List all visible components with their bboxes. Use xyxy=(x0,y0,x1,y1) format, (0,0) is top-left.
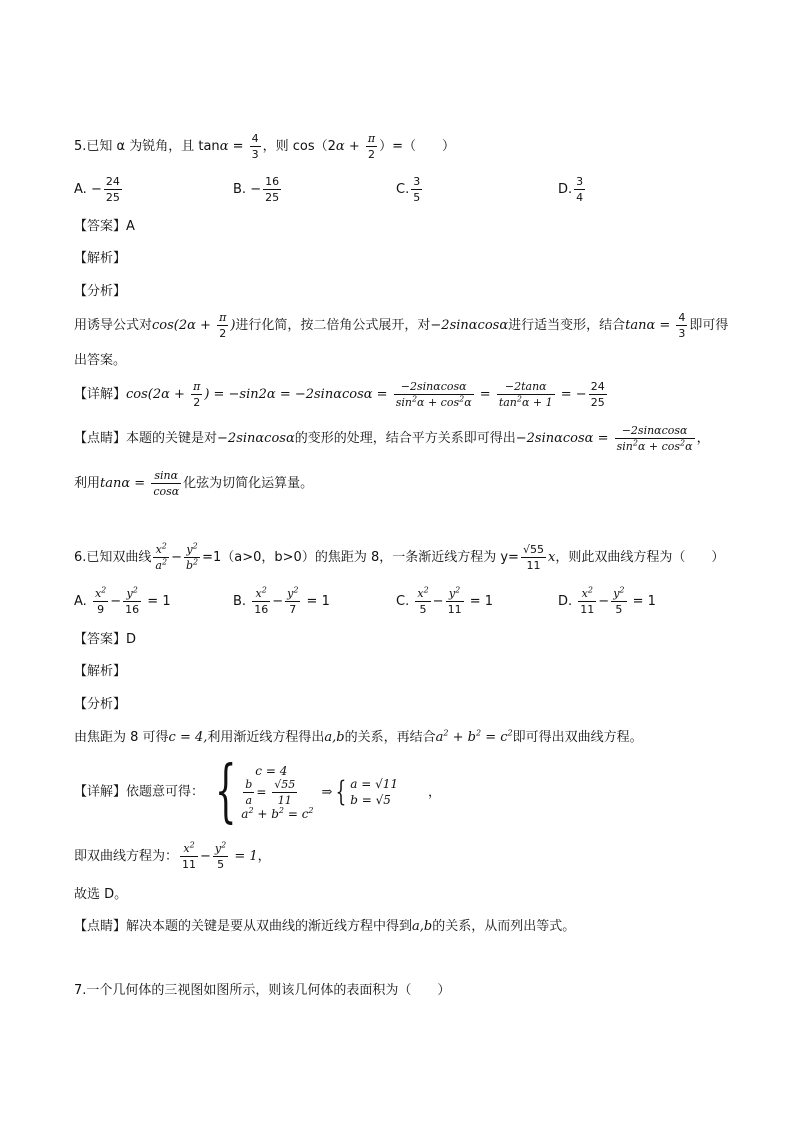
q6-option-a[interactable]: A. $\frac{x^2}{9}$ − $\frac{y^2}{16}$ = 1 xyxy=(74,585,171,616)
q6-option-c[interactable]: C. $\frac{x^2}{5}$ − $\frac{y^2}{11}$ = 1 xyxy=(396,585,494,616)
q6-detail: 【详解】依题意可得： { c = 4 $\frac{b}{a}$ = $\frac{√55}{11}$ $a^2 + b^2 = c^2$ ⇒ { a = √11 b = √5 ， xyxy=(74,752,442,831)
q5-fenxi-heading: 【分析】 xyxy=(74,284,127,299)
q6-option-d[interactable]: D. $\frac{x^2}{11}$ − $\frac{y^2}{5}$ = 1 xyxy=(558,585,656,616)
q7-stem: 7.一个几何体的三视图如图所示，则该几何体的表面积为（ ） xyxy=(74,983,451,998)
q5-option-b[interactable]: B. − $\frac{16}{25}$ xyxy=(233,175,280,204)
q6-choose: 故选 D。 xyxy=(74,887,128,902)
q5-option-c[interactable]: C. $\frac{3}{5}$ xyxy=(396,175,421,204)
q5-stem-frac: $\frac{4}{3}$ xyxy=(251,132,259,161)
q6-stem: 6.已知双曲线 $\frac{x^2}{a^2}$ − $\frac{y^2}{b^2}$ =1（a>0，b>0）的焦距为 8，一条渐近线方程为 y= $\frac{√55}{11}$ x，则此双曲线方程为（ ） xyxy=(74,541,725,572)
q6-result: 即双曲线方程为： $\frac{x^2}{11}$ − $\frac{y^2}{5}$ = 1， xyxy=(74,840,271,871)
q5-option-d[interactable]: D. $\frac{3}{4}$ xyxy=(558,175,584,204)
q5-option-a[interactable]: A. − $\frac{24}{25}$ xyxy=(74,175,120,204)
q5-fenxi-line1: 用诱导公式对cos(2α + $\frac{\pi}{2}$ )进行化简，按二倍角公式展开，对−2sinαcosα进行适当变形，结合tanα = $\frac{4}{3}$ 即可得 xyxy=(74,311,729,340)
q5-detail: 【详解】cos(2α + $\frac{\pi}{2}$ ) = −sin2α = −2sinαcosα = $\frac{-2\sin\alpha\cos\alpha}{\sin^2\alpha + \cos^2\alpha}$ = $\frac{-2\tan\alpha}{\tan^2\alpha + 1}$ = − $\frac{24}{25}$ xyxy=(74,380,605,409)
q5-stem-pi-frac: $\frac{\pi}{2}$ xyxy=(367,132,376,161)
q6-dianjing: 【点睛】解决本题的关键是要从双曲线的渐近线方程中得到a,b的关系，从而列出等式。 xyxy=(74,919,576,934)
q6-answer: 【答案】D xyxy=(74,632,137,647)
q6-option-b[interactable]: B. $\frac{x^2}{16}$ − $\frac{y^2}{7}$ = 1 xyxy=(233,585,330,616)
q6-fenxi-heading: 【分析】 xyxy=(74,697,127,712)
q5-answer: 【答案】A xyxy=(74,219,135,234)
q5-dianjing-line2: 利用tanα = $\frac{\sin\alpha}{\cos\alpha}$ 化弦为切简化运算量。 xyxy=(74,469,314,498)
q5-dianjing-line1: 【点睛】本题的关键是对−2sinαcosα的变形的处理，结合平方关系即可得出−2sinαcosα = $\frac{-2\sin\alpha\cos\alpha}{\sin^2\alpha + \cos^2\alpha}$ ， xyxy=(74,424,710,453)
q5-analysis-heading: 【解析】 xyxy=(74,251,127,266)
q5-fenxi-line2: 出答案。 xyxy=(74,353,127,368)
left-brace-icon: { xyxy=(214,752,237,831)
q5-stem: 5.已知 α 为锐角，且 tanα = $\frac{4}{3}$ ，则 cos（2α + $\frac{\pi}{2}$ ）=（ ） xyxy=(74,132,455,161)
q6-fenxi-line: 由焦距为 8 可得c = 4,利用渐近线方程得出a,b的关系，再结合$a^2 + b^2 = c^2$即可得出双曲线方程。 xyxy=(74,728,643,745)
q6-analysis-heading: 【解析】 xyxy=(74,664,127,679)
left-brace-small-icon: { xyxy=(335,775,347,808)
